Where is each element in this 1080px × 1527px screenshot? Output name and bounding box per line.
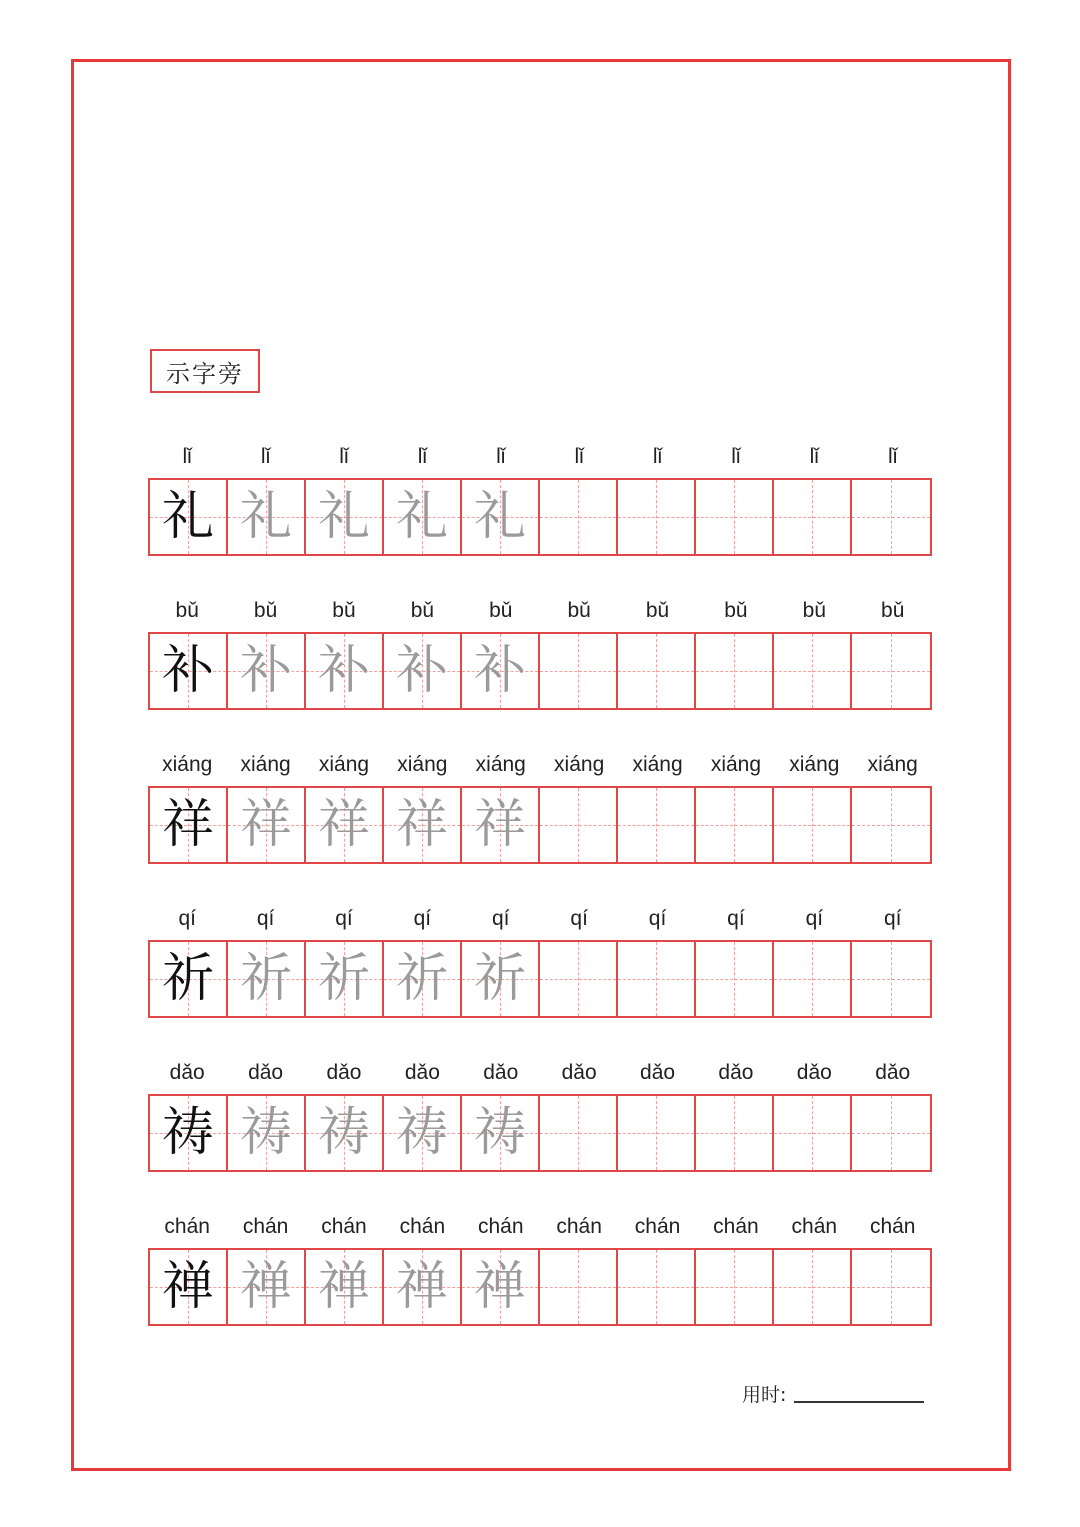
guide-line-vertical bbox=[578, 480, 579, 554]
trace-cell bbox=[384, 634, 462, 708]
trace-character: 补 bbox=[395, 641, 448, 701]
blank-writing-cell[interactable] bbox=[696, 942, 774, 1016]
trace-cell bbox=[462, 1250, 540, 1324]
guide-line-vertical bbox=[578, 634, 579, 708]
trace-character: 祥 bbox=[317, 795, 370, 855]
pinyin-label: lǐ bbox=[888, 445, 898, 468]
trace-cell bbox=[384, 788, 462, 862]
guide-line-vertical bbox=[656, 480, 657, 554]
trace-character: 祥 bbox=[473, 795, 526, 855]
pinyin-label: lǐ bbox=[339, 445, 349, 468]
pinyin-label: lǐ bbox=[417, 445, 428, 468]
guide-line-vertical bbox=[578, 942, 579, 1016]
trace-cell bbox=[306, 634, 384, 708]
trace-cell bbox=[462, 634, 540, 708]
trace-cell bbox=[462, 480, 540, 554]
trace-cell bbox=[462, 788, 540, 862]
trace-cell bbox=[462, 1096, 540, 1170]
pinyin-label: lǐ bbox=[652, 445, 663, 468]
blank-writing-cell[interactable] bbox=[618, 634, 696, 708]
pinyin-label: xiáng bbox=[789, 753, 840, 776]
model-character: 祈 bbox=[161, 949, 214, 1009]
guide-line-vertical bbox=[812, 942, 813, 1016]
pinyin-row bbox=[148, 440, 932, 474]
trace-cell bbox=[228, 1096, 306, 1170]
blank-writing-cell[interactable] bbox=[774, 1250, 852, 1324]
guide-line-vertical bbox=[734, 480, 735, 554]
guide-line-vertical bbox=[812, 788, 813, 862]
pinyin-label: lǐ bbox=[260, 445, 271, 468]
trace-character: 礼 bbox=[395, 487, 448, 547]
guide-line-vertical bbox=[656, 1096, 657, 1170]
trace-character: 祈 bbox=[317, 949, 370, 1009]
trace-character: 补 bbox=[473, 641, 526, 701]
blank-writing-cell[interactable] bbox=[618, 788, 696, 862]
blank-writing-cell[interactable] bbox=[852, 788, 930, 862]
pinyin-row bbox=[148, 1210, 932, 1244]
guide-line-vertical bbox=[734, 788, 735, 862]
blank-writing-cell[interactable] bbox=[618, 942, 696, 1016]
trace-character: 祈 bbox=[473, 949, 526, 1009]
trace-character: 补 bbox=[317, 641, 370, 701]
pinyin-row bbox=[148, 1056, 932, 1090]
blank-writing-cell[interactable] bbox=[540, 788, 618, 862]
trace-cell bbox=[384, 480, 462, 554]
model-character: 礼 bbox=[161, 487, 214, 547]
tianzige-grid bbox=[148, 478, 932, 556]
trace-character: 祷 bbox=[239, 1103, 292, 1163]
guide-line-vertical bbox=[656, 634, 657, 708]
pinyin-label: qí bbox=[883, 907, 902, 930]
pinyin-label: xiáng bbox=[632, 753, 683, 776]
guide-line-vertical bbox=[891, 480, 892, 554]
pinyin-label: qí bbox=[413, 907, 432, 930]
guide-line-vertical bbox=[656, 942, 657, 1016]
guide-line-vertical bbox=[734, 1096, 735, 1170]
trace-cell bbox=[228, 634, 306, 708]
pinyin-row bbox=[148, 594, 932, 628]
pinyin-label: bǔ bbox=[253, 599, 278, 622]
blank-writing-cell[interactable] bbox=[774, 788, 852, 862]
blank-writing-cell[interactable] bbox=[774, 942, 852, 1016]
model-character: 祷 bbox=[161, 1103, 214, 1163]
tianzige-grid bbox=[148, 1248, 932, 1326]
guide-line-vertical bbox=[891, 1250, 892, 1324]
pinyin-label: lǐ bbox=[182, 445, 192, 468]
pinyin-label: xiáng bbox=[710, 753, 762, 776]
trace-character: 祥 bbox=[395, 795, 448, 855]
pinyin-label: bǔ bbox=[175, 599, 199, 622]
pinyin-label: xiáng bbox=[240, 753, 291, 776]
tianzige-grid bbox=[148, 786, 932, 864]
blank-writing-cell[interactable] bbox=[618, 480, 696, 554]
pinyin-label: lǐ bbox=[574, 445, 584, 468]
blank-writing-cell[interactable] bbox=[540, 634, 618, 708]
trace-cell bbox=[306, 1096, 384, 1170]
trace-character: 礼 bbox=[473, 487, 526, 547]
pinyin-label: bǔ bbox=[724, 599, 748, 622]
trace-cell bbox=[306, 480, 384, 554]
pinyin-label: dǎo bbox=[875, 1061, 911, 1084]
pinyin-label: dǎo bbox=[483, 1061, 519, 1084]
model-character: 禅 bbox=[161, 1257, 214, 1317]
blank-writing-cell[interactable] bbox=[774, 1096, 852, 1170]
pinyin-label: qí bbox=[805, 907, 824, 930]
pinyin-label: qí bbox=[570, 907, 588, 930]
guide-line-vertical bbox=[734, 1250, 735, 1324]
pinyin-label: lǐ bbox=[809, 445, 819, 468]
guide-line-vertical bbox=[891, 942, 892, 1016]
blank-writing-cell[interactable] bbox=[540, 942, 618, 1016]
blank-writing-cell[interactable] bbox=[852, 1096, 930, 1170]
pinyin-row bbox=[148, 902, 932, 936]
trace-cell bbox=[228, 480, 306, 554]
pinyin-label: lǐ bbox=[496, 445, 506, 468]
time-field bbox=[742, 1380, 924, 1407]
pinyin-label: chán bbox=[556, 1215, 602, 1238]
blank-writing-cell[interactable] bbox=[696, 1250, 774, 1324]
blank-writing-cell[interactable] bbox=[852, 634, 930, 708]
guide-line-vertical bbox=[891, 788, 892, 862]
guide-line-vertical bbox=[578, 1096, 579, 1170]
guide-line-vertical bbox=[812, 1096, 813, 1170]
blank-writing-cell[interactable] bbox=[540, 1096, 618, 1170]
blank-writing-cell[interactable] bbox=[774, 480, 852, 554]
pinyin-label: bǔ bbox=[567, 599, 591, 622]
pinyin-label: dǎo bbox=[169, 1061, 205, 1084]
pinyin-label: lǐ bbox=[731, 445, 741, 468]
pinyin-label: dǎo bbox=[640, 1061, 676, 1084]
pinyin-label: xiáng bbox=[554, 753, 605, 776]
trace-character: 礼 bbox=[317, 487, 370, 547]
pinyin-label: dǎo bbox=[326, 1061, 362, 1084]
trace-cell bbox=[306, 942, 384, 1016]
pinyin-label: bǔ bbox=[410, 599, 435, 622]
trace-cell bbox=[306, 788, 384, 862]
pinyin-label: qí bbox=[492, 907, 510, 930]
pinyin-label: qí bbox=[256, 907, 275, 930]
blank-writing-cell[interactable] bbox=[852, 480, 930, 554]
guide-line-vertical bbox=[578, 788, 579, 862]
model-character: 祥 bbox=[161, 795, 214, 855]
blank-writing-cell[interactable] bbox=[618, 1250, 696, 1324]
pinyin-label: chán bbox=[164, 1215, 210, 1238]
guide-line-vertical bbox=[812, 480, 813, 554]
trace-cell bbox=[384, 942, 462, 1016]
pinyin-label: chán bbox=[321, 1215, 367, 1238]
blank-writing-cell[interactable] bbox=[852, 1250, 930, 1324]
guide-line-vertical bbox=[812, 1250, 813, 1324]
pinyin-label: qí bbox=[648, 907, 667, 930]
pinyin-label: dǎo bbox=[796, 1061, 832, 1084]
model-cell bbox=[150, 942, 228, 1016]
trace-character: 禅 bbox=[239, 1257, 292, 1317]
trace-cell bbox=[462, 942, 540, 1016]
pinyin-label: xiáng bbox=[397, 753, 448, 776]
guide-line-vertical bbox=[812, 634, 813, 708]
trace-character: 祷 bbox=[473, 1103, 526, 1163]
model-cell bbox=[150, 480, 228, 554]
guide-line-vertical bbox=[656, 1250, 657, 1324]
pinyin-label: dǎo bbox=[561, 1061, 597, 1084]
trace-cell bbox=[306, 1250, 384, 1324]
trace-character: 禅 bbox=[473, 1257, 526, 1317]
trace-cell bbox=[228, 1250, 306, 1324]
model-cell bbox=[150, 1250, 228, 1324]
guide-line-vertical bbox=[734, 942, 735, 1016]
trace-cell bbox=[228, 788, 306, 862]
trace-cell bbox=[384, 1096, 462, 1170]
trace-cell bbox=[384, 1250, 462, 1324]
trace-cell bbox=[228, 942, 306, 1016]
pinyin-label: chán bbox=[242, 1215, 289, 1238]
trace-character: 祷 bbox=[317, 1103, 370, 1163]
pinyin-label: dǎo bbox=[718, 1061, 754, 1084]
pinyin-label: bǔ bbox=[489, 599, 513, 622]
tianzige-grid bbox=[148, 632, 932, 710]
pinyin-label: xiáng bbox=[162, 753, 213, 776]
blank-writing-cell[interactable] bbox=[618, 1096, 696, 1170]
pinyin-label: dǎo bbox=[248, 1061, 284, 1084]
model-cell bbox=[150, 788, 228, 862]
pinyin-label: dǎo bbox=[404, 1061, 440, 1084]
guide-line-vertical bbox=[656, 788, 657, 862]
guide-line-vertical bbox=[734, 634, 735, 708]
pinyin-label: bǔ bbox=[881, 599, 905, 622]
model-character: 补 bbox=[161, 641, 214, 701]
tianzige-grid bbox=[148, 1094, 932, 1172]
model-cell bbox=[150, 1096, 228, 1170]
guide-line-vertical bbox=[891, 1096, 892, 1170]
trace-character: 祈 bbox=[239, 949, 292, 1009]
trace-character: 祈 bbox=[395, 949, 448, 1009]
section-title: 示字旁 bbox=[166, 359, 244, 388]
model-cell bbox=[150, 634, 228, 708]
pinyin-label: chán bbox=[869, 1215, 916, 1238]
trace-character: 禅 bbox=[395, 1257, 448, 1317]
pinyin-label: xiáng bbox=[475, 753, 526, 776]
pinyin-label: xiáng bbox=[867, 753, 918, 776]
blank-writing-cell[interactable] bbox=[696, 1096, 774, 1170]
trace-character: 祥 bbox=[239, 795, 292, 855]
pinyin-label: chán bbox=[399, 1215, 446, 1238]
time-input-line[interactable] bbox=[794, 1401, 924, 1403]
pinyin-label: xiáng bbox=[318, 753, 370, 776]
guide-line-vertical bbox=[578, 1250, 579, 1324]
pinyin-label: bǔ bbox=[802, 599, 826, 622]
pinyin-label: bǔ bbox=[645, 599, 670, 622]
trace-character: 禅 bbox=[317, 1257, 370, 1317]
blank-writing-cell[interactable] bbox=[696, 480, 774, 554]
time-label: 用时: bbox=[742, 1384, 787, 1406]
blank-writing-cell[interactable] bbox=[696, 634, 774, 708]
pinyin-label: qí bbox=[178, 907, 196, 930]
trace-character: 祷 bbox=[395, 1103, 448, 1163]
pinyin-label: chán bbox=[713, 1215, 759, 1238]
pinyin-row bbox=[148, 748, 932, 782]
guide-line-vertical bbox=[891, 634, 892, 708]
section-title-box bbox=[150, 349, 260, 393]
pinyin-label: chán bbox=[791, 1215, 838, 1238]
blank-writing-cell[interactable] bbox=[540, 480, 618, 554]
blank-writing-cell[interactable] bbox=[774, 634, 852, 708]
pinyin-label: qí bbox=[335, 907, 353, 930]
pinyin-label: bǔ bbox=[332, 599, 356, 622]
blank-writing-cell[interactable] bbox=[696, 788, 774, 862]
blank-writing-cell[interactable] bbox=[540, 1250, 618, 1324]
tianzige-grid bbox=[148, 940, 932, 1018]
pinyin-label: qí bbox=[727, 907, 745, 930]
trace-character: 礼 bbox=[239, 487, 292, 547]
pinyin-label: chán bbox=[634, 1215, 681, 1238]
blank-writing-cell[interactable] bbox=[852, 942, 930, 1016]
trace-character: 补 bbox=[239, 641, 292, 701]
pinyin-label: chán bbox=[477, 1215, 524, 1238]
